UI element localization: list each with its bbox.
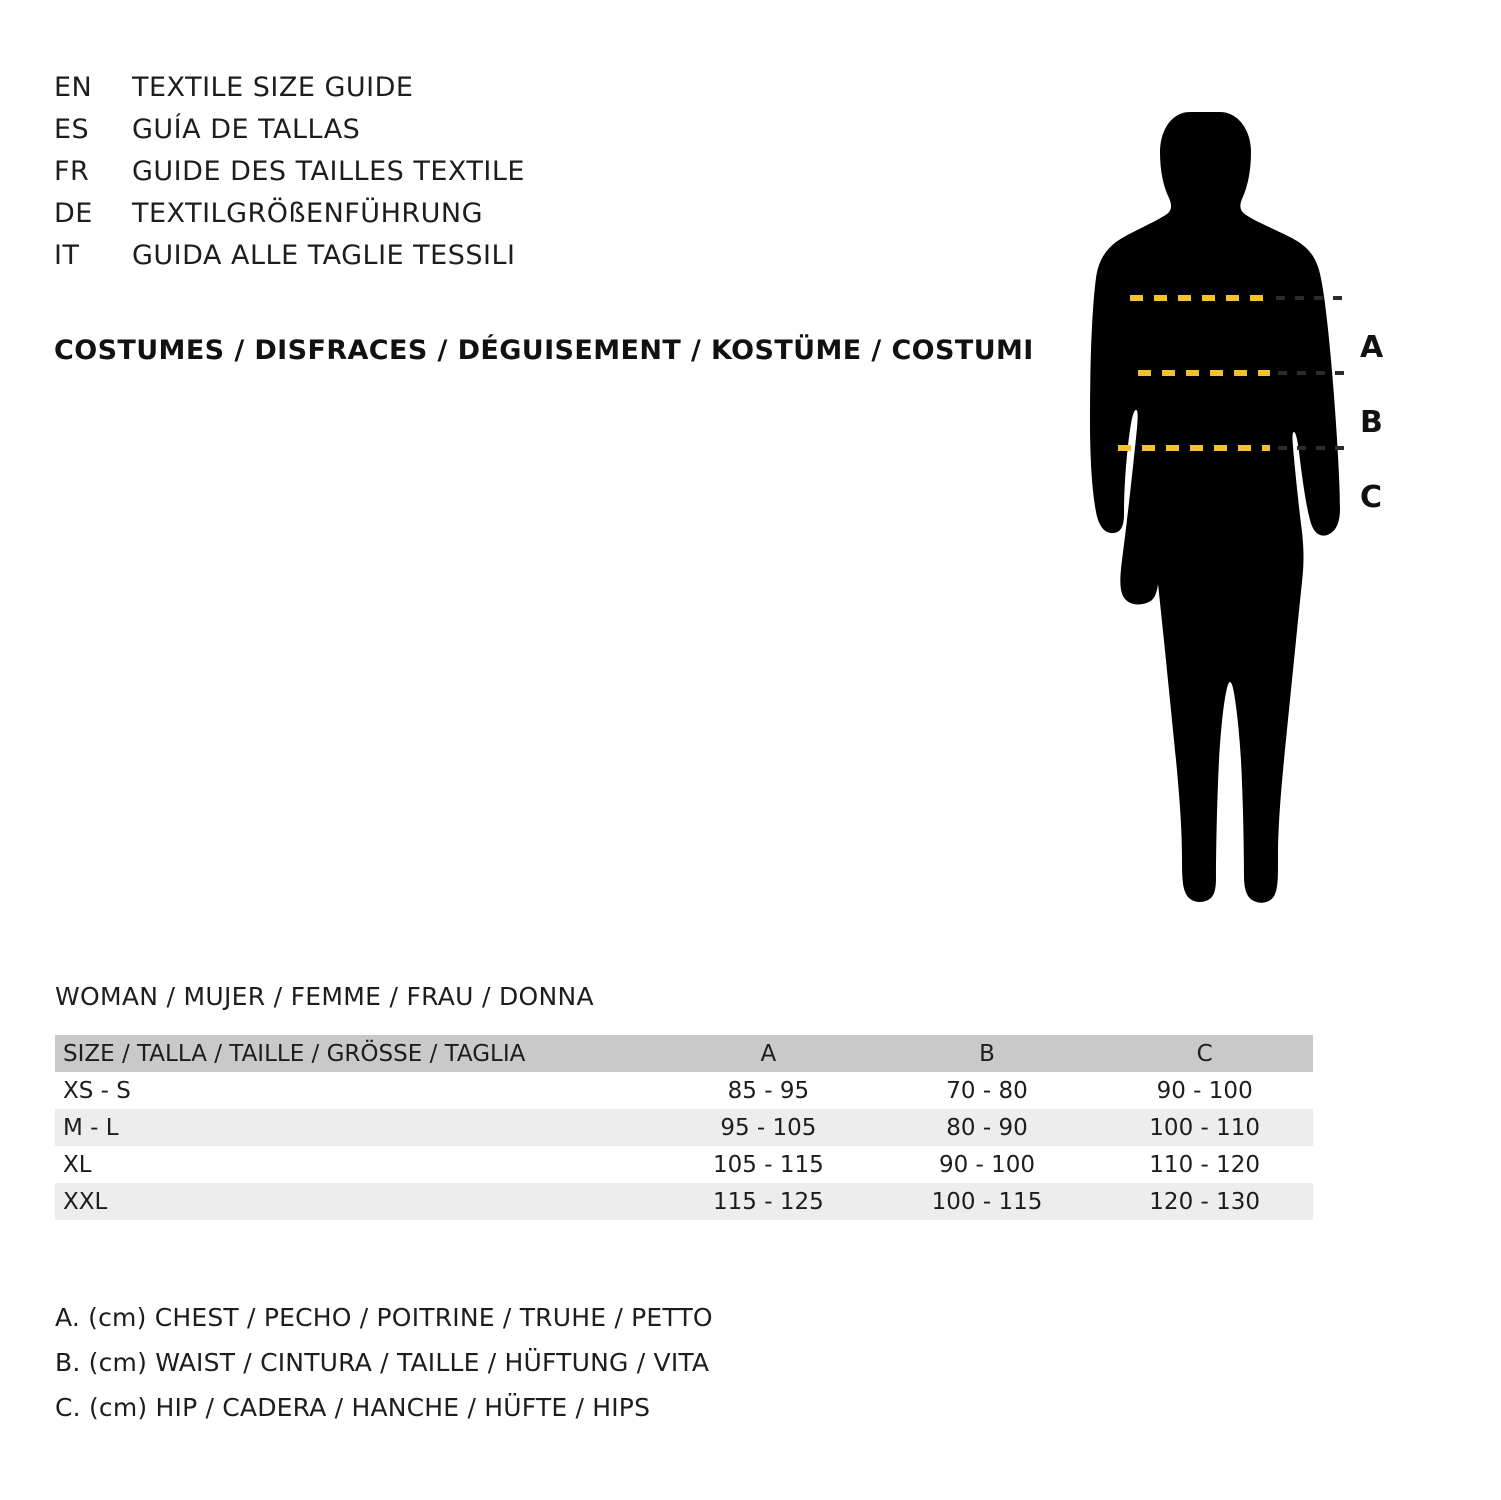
table-body xyxy=(55,1072,1313,1220)
cell-chest: 95 - 105 xyxy=(720,1114,817,1141)
measurement-label-b: B xyxy=(1360,405,1383,440)
column-header-a: A xyxy=(760,1040,777,1067)
size-table xyxy=(55,1035,1313,1220)
cell-chest: 115 - 125 xyxy=(713,1188,824,1215)
table-row xyxy=(55,1072,1313,1109)
table-header-row xyxy=(55,1035,1313,1072)
table-row xyxy=(55,1183,1313,1220)
cell-hip: 110 - 120 xyxy=(1149,1151,1261,1178)
language-text-fr: GUIDE DES TAILLES TEXTILE xyxy=(132,156,525,187)
cell-waist: 80 - 90 xyxy=(946,1114,1028,1141)
language-code-en: EN xyxy=(54,72,93,103)
costumes-heading: COSTUMES / DISFRACES / DÉGUISEMENT / KOSTÜME / COSTUMI xyxy=(54,335,1034,366)
cell-chest: 85 - 95 xyxy=(727,1077,810,1104)
table-caption: WOMAN / MUJER / FEMME / FRAU / DONNA xyxy=(55,982,594,1011)
language-row-es xyxy=(54,114,1034,156)
cell-size: XL xyxy=(63,1151,92,1178)
language-code-fr: FR xyxy=(54,156,90,187)
language-text-de: TEXTILGRÖßENFÜHRUNG xyxy=(132,198,484,229)
cell-hip: 120 - 130 xyxy=(1149,1188,1261,1215)
language-list xyxy=(54,72,1034,282)
language-code-it: IT xyxy=(54,240,80,271)
cell-hip: 90 - 100 xyxy=(1156,1077,1253,1104)
language-row-de xyxy=(54,198,1034,240)
column-header-b: B xyxy=(979,1040,995,1067)
legend-hip: C. (cm) HIP / CADERA / HANCHE / HÜFTE / HIPS xyxy=(55,1393,651,1422)
cell-size: XXL xyxy=(63,1188,108,1215)
cell-size: M - L xyxy=(63,1114,119,1141)
column-header-size: SIZE / TALLA / TAILLE / GRÖSSE / TAGLIA xyxy=(63,1040,526,1067)
legend-chest: A. (cm) CHEST / PECHO / POITRINE / TRUHE / PETTO xyxy=(55,1303,713,1332)
cell-chest: 105 - 115 xyxy=(713,1151,824,1178)
language-row-it xyxy=(54,240,1034,282)
cell-waist: 100 - 115 xyxy=(931,1188,1043,1215)
language-row-fr xyxy=(54,156,1034,198)
table-row xyxy=(55,1146,1313,1183)
language-text-en: TEXTILE SIZE GUIDE xyxy=(132,72,414,103)
cell-waist: 90 - 100 xyxy=(938,1151,1036,1178)
legend-waist: B. (cm) WAIST / CINTURA / TAILLE / HÜFTUNG / VITA xyxy=(55,1348,710,1377)
table-row xyxy=(55,1109,1313,1146)
measurement-label-c: C xyxy=(1360,480,1383,515)
language-text-es: GUÍA DE TALLAS xyxy=(132,114,361,145)
cell-waist: 70 - 80 xyxy=(946,1077,1028,1104)
column-header-c: C xyxy=(1196,1040,1213,1067)
language-text-it: GUIDA ALLE TAGLIE TESSILI xyxy=(132,240,516,271)
table-header xyxy=(55,1035,1313,1072)
measurement-legend xyxy=(55,1295,713,1430)
cell-hip: 100 - 110 xyxy=(1149,1114,1261,1141)
language-row-en xyxy=(54,72,1034,114)
language-code-de: DE xyxy=(54,198,93,229)
measurement-label-a: A xyxy=(1360,330,1384,365)
language-code-es: ES xyxy=(54,114,90,145)
cell-size: XS - S xyxy=(63,1077,131,1104)
silhouette-icon xyxy=(1020,60,1460,940)
woman-silhouette-figure xyxy=(1020,60,1460,940)
